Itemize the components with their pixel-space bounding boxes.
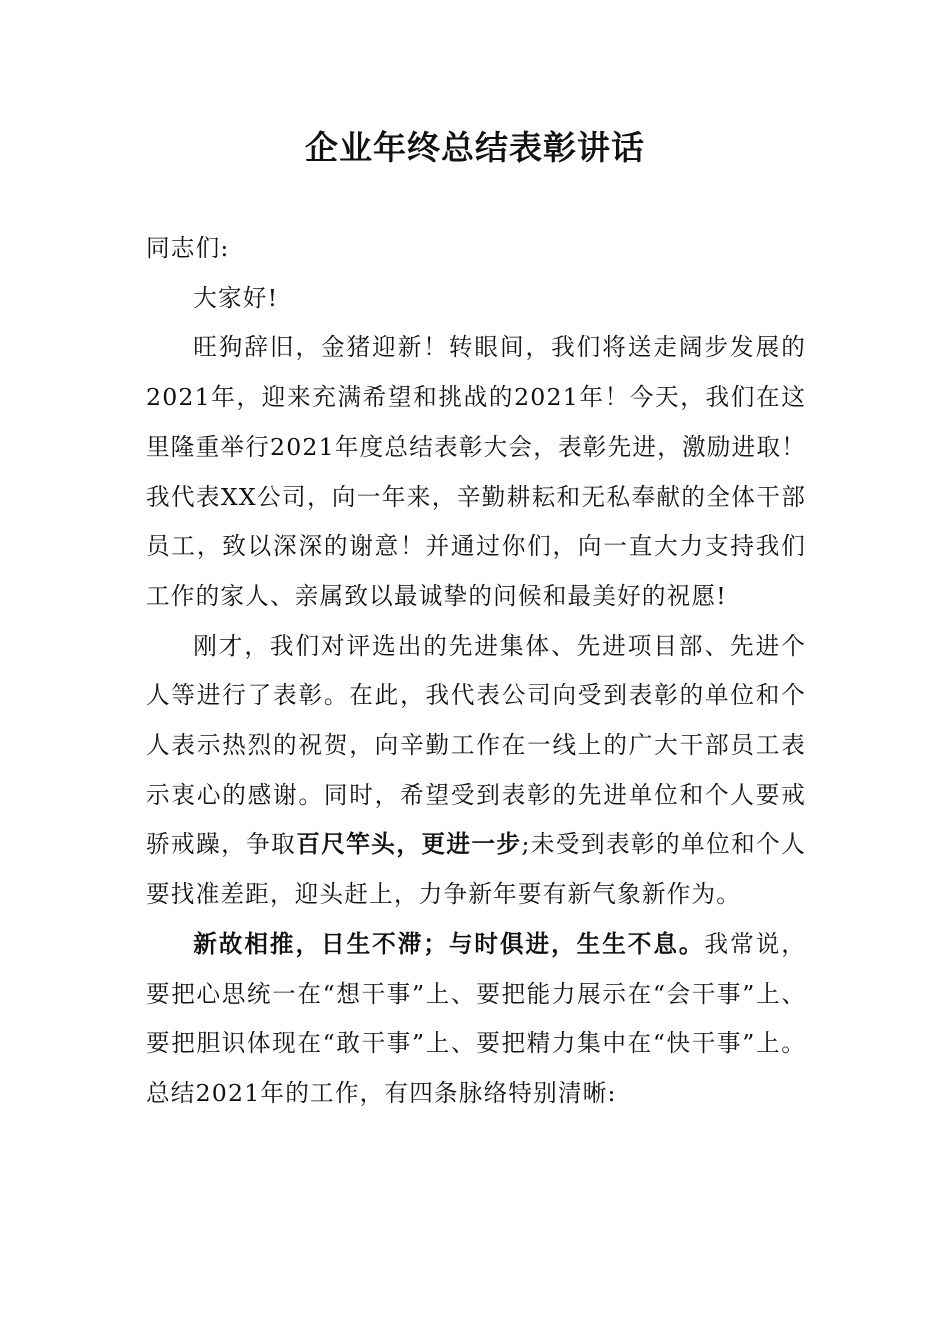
greeting: 大家好!: [193, 283, 279, 312]
paragraph-summary: [146, 920, 806, 1119]
paragraph-commendation: [146, 622, 806, 920]
document-body: [146, 224, 806, 1119]
salutation: 同志们:: [146, 234, 230, 262]
document-title: 企业年终总结表彰讲话: [305, 128, 645, 167]
paragraph-summary-emphasis: 新故相推，日生不滞；与时俱进，生生不息。: [193, 929, 705, 958]
paragraph-summary-text: 我常说，要把心思统一在“想干事”上、要把能力展示在“会干事”上、要把胆识体现在“敢干事”上、要把精力集中在“快干事”上。总结2021年的工作，有四条脉络特别清晰:: [146, 929, 806, 1107]
paragraph-commendation-text-1: 刚才，我们对评选出的先进集体、先进项目部、先进个人等进行了表彰。在此，我代表公司向受到表彰的单位和个人表示热烈的祝贺，向辛勤工作在一线上的广大干部员工表示衷心的感谢。同时，希望受到表彰的先进单位和个人要戒骄戒躁，争取: [146, 631, 806, 859]
paragraph-opening: 旺狗辞旧，金猪迎新！转眼间，我们将送走阔步发展的2021年，迎来充满希望和挑战的2021年！今天，我们在这里隆重举行2021年度总结表彰大会，表彰先进，激励进取！我代表XX公司，向一年来，辛勤耕耘和无私奉献的全体干部员工，致以深深的谢意！并通过你们，向一直大力支持我们工作的家人、亲属致以最诚挚的问候和最美好的祝愿!: [146, 333, 806, 610]
paragraph-commendation-emphasis: 百尺竿头，更进一步: [296, 830, 522, 859]
paragraph-commendation-text-2: ;未受到表彰的单位和个人要找准差距，迎头赶上，力争新年要有新气象新作为。: [146, 830, 806, 909]
